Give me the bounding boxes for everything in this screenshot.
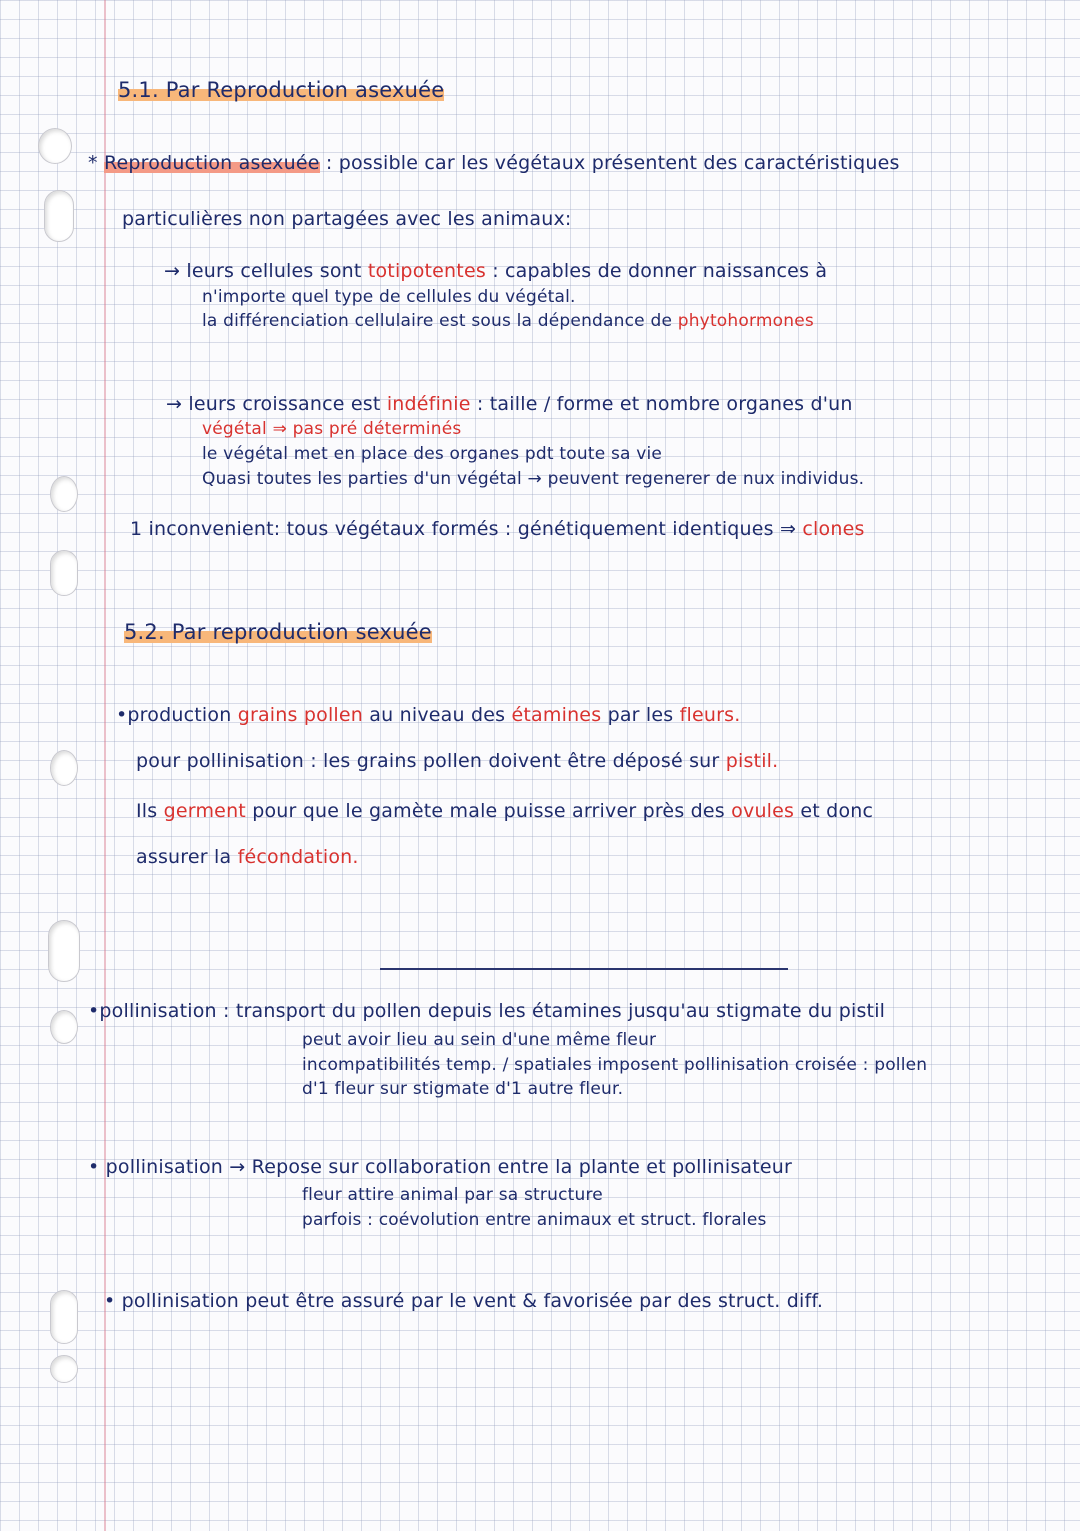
section-title-text: 5.1. Par Reproduction asexuée [118, 78, 445, 102]
term-pistil: pistil. [725, 750, 779, 772]
sexual-line-3 [136, 800, 873, 822]
pollination-line: incompatibilités temp. / spatiales imposent pollinisation croisée : pollen [302, 1055, 928, 1075]
sexual-line-1 [116, 704, 741, 726]
line-text: et donc [800, 800, 874, 822]
term-ovules: ovules [731, 800, 795, 822]
line-text: pour pollinisation : les grains pollen doivent être déposé sur [136, 750, 720, 772]
pollination-wind-line: • pollinisation peut être assuré par le vent & favorisée par des struct. diff. [104, 1290, 824, 1312]
binder-hole [50, 1290, 78, 1344]
sexual-line-2 [136, 750, 778, 772]
point-line: n'importe quel type de cellules du végétal. [202, 287, 576, 307]
section-title [124, 620, 432, 644]
binder-hole [48, 920, 80, 982]
line-text: •production [116, 704, 232, 726]
section-title-text: 5.2. Par reproduction sexuée [124, 620, 432, 644]
point-text: → leurs croissance est [166, 393, 381, 415]
binder-hole [50, 1010, 78, 1044]
intro-line [88, 152, 900, 174]
term-indefinite: indéfinie [386, 393, 471, 415]
term-totipotent: totipotentes [367, 260, 486, 282]
line-text: assurer la [136, 846, 232, 868]
pollination-def: : transport du pollen depuis les étamines jusqu'au stigmate du pistil [223, 1000, 886, 1022]
point-indefinite-growth [166, 393, 853, 415]
point-text: : capables de donner naissances à [492, 260, 828, 282]
term-asexual-reproduction: Reproduction asexuée [103, 152, 320, 174]
term-fertilization: fécondation. [237, 846, 359, 868]
line-text: pour que le gamète male puisse arriver près des [252, 800, 725, 822]
point-text: la différenciation cellulaire est sous la dépendance de [202, 311, 673, 331]
binder-hole [50, 1355, 78, 1383]
point-totipotent [164, 260, 827, 282]
binder-hole [50, 550, 78, 596]
sexual-line-4 [136, 846, 359, 868]
line-text: Ils [136, 800, 158, 822]
line-text: par les [607, 704, 674, 726]
pollination-line: peut avoir lieu au sein d'une même fleur [302, 1030, 657, 1050]
term-flowers: fleurs. [679, 704, 741, 726]
pollination-line: d'1 fleur sur stigmate d'1 autre fleur. [302, 1079, 624, 1099]
intro-rest: : possible car les végétaux présentent des caractéristiques [325, 152, 900, 174]
intro-line-2: particulières non partagées avec les animaux: [122, 208, 572, 230]
pollination-def-line [88, 1000, 885, 1022]
point-line [202, 311, 814, 331]
bullet-star: * [88, 152, 98, 174]
drawback-line [130, 518, 865, 540]
section-title [118, 78, 444, 102]
divider-line [380, 968, 788, 970]
point-text: : taille / forme et nombre organes d'un [476, 393, 853, 415]
binder-hole [44, 190, 74, 242]
term-germinate: germent [163, 800, 246, 822]
bullet-label: •pollinisation [88, 1000, 217, 1022]
binder-hole [50, 476, 78, 512]
point-line: le végétal met en place des organes pdt toute sa vie [202, 444, 663, 464]
pollination-collab-line [88, 1156, 792, 1178]
point-line: Quasi toutes les parties d'un végétal → peuvent regenerer de nux individus. [202, 469, 865, 489]
pollination-line: parfois : coévolution entre animaux et struct. florales [302, 1210, 767, 1230]
binder-hole [50, 750, 78, 786]
drawback-text: 1 inconvenient: tous végétaux formés : génétiquement identiques ⇒ [130, 518, 797, 540]
point-text: → leurs cellules sont [164, 260, 362, 282]
pollination-line: fleur attire animal par sa structure [302, 1185, 603, 1205]
term-pollen-grains: grains pollen [237, 704, 364, 726]
term-clones: clones [802, 518, 865, 540]
point-line: végétal ⇒ pas pré déterminés [202, 419, 462, 439]
pollination-collab: → Repose sur collaboration entre la plante et pollinisateur [229, 1156, 793, 1178]
term-phytohormones: phytohormones [677, 311, 814, 331]
binder-hole [38, 128, 72, 164]
line-text: au niveau des [369, 704, 506, 726]
bullet-label: • pollinisation [88, 1156, 224, 1178]
term-stamens: étamines [511, 704, 602, 726]
